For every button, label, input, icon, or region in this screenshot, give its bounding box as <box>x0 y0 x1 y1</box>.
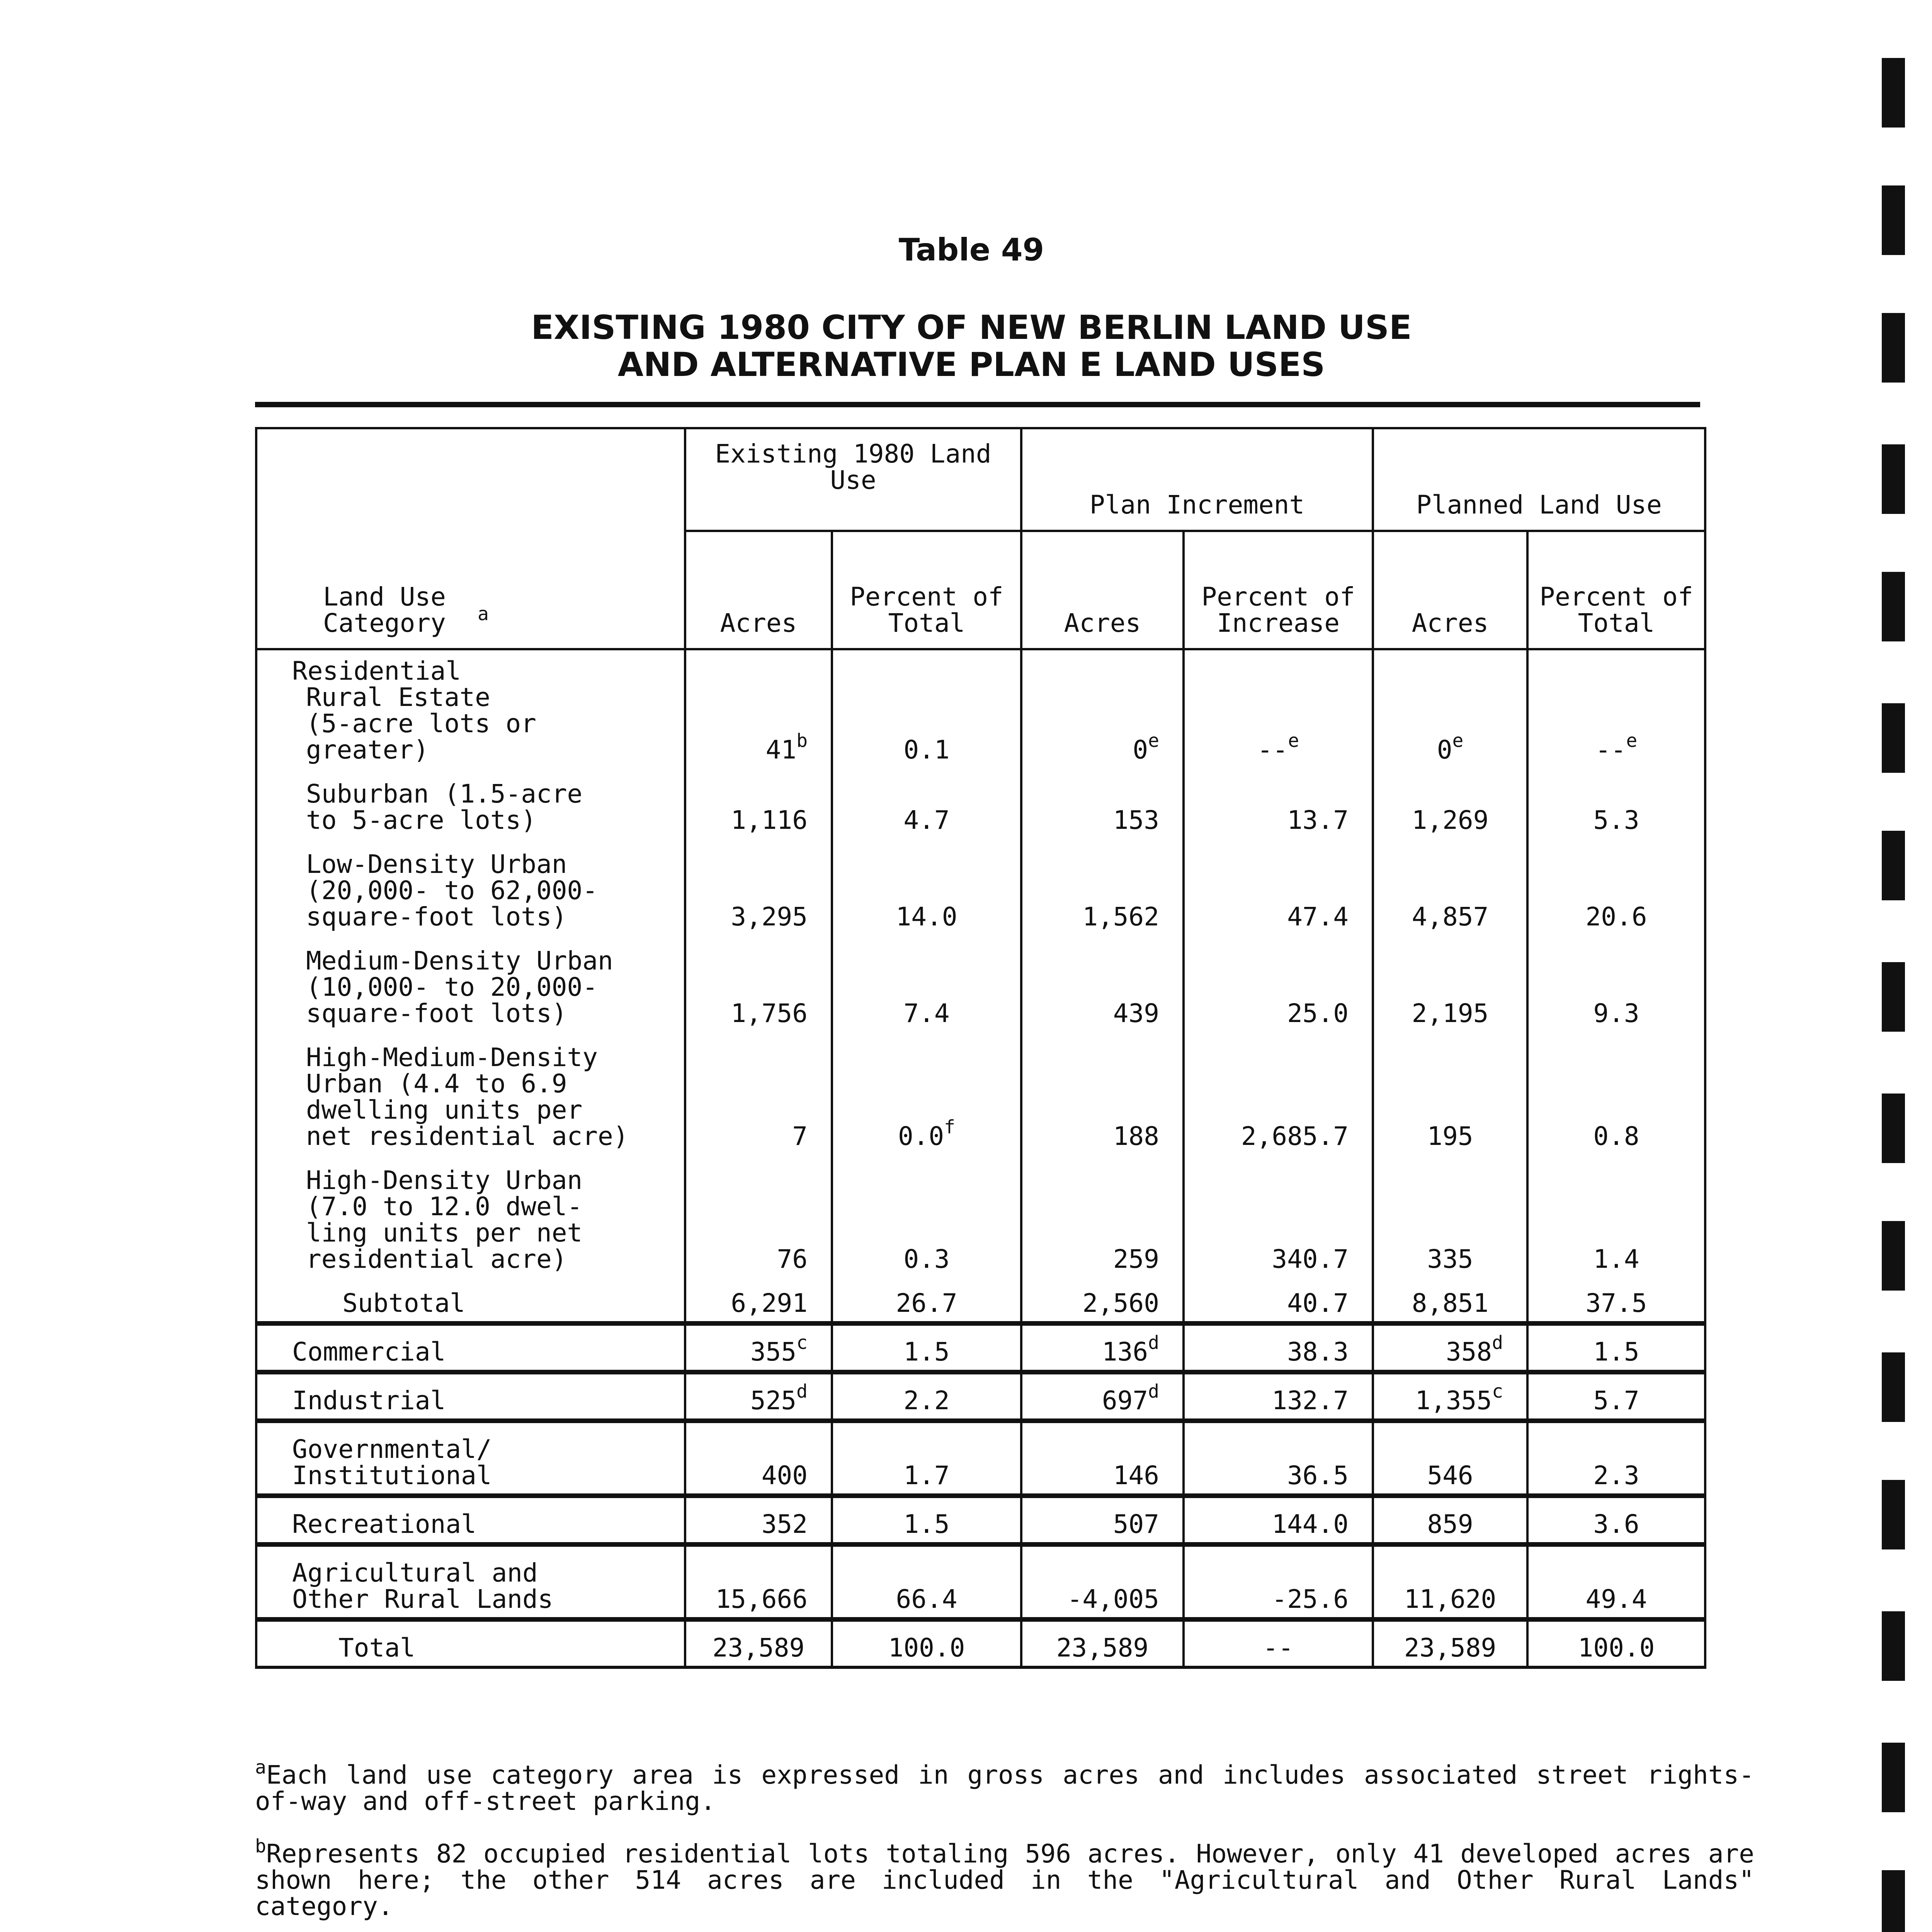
cell-pct-1980: 1.5 <box>832 1496 1021 1544</box>
header-stub-text: Land Use Category <box>323 582 446 638</box>
cell-value: -- <box>1257 735 1288 765</box>
table-row <box>256 838 1705 935</box>
cell-inc-acres: 507 <box>1021 1496 1184 1544</box>
cell-inc-pct: 36.5 <box>1184 1421 1373 1496</box>
binding-mark <box>1882 831 1905 900</box>
footnote-text: Each land use category area is expressed in gross acres and includes associated street rights-of-way and off-street parking. <box>255 1760 1754 1816</box>
title-rule <box>255 402 1700 407</box>
cell-inc-acres <box>1021 649 1184 768</box>
footnote-ref: d <box>1492 1332 1503 1354</box>
cell-inc-pct: 13.7 <box>1184 768 1373 838</box>
cell-pct-1980: 26.7 <box>832 1277 1021 1323</box>
binding-mark <box>1882 703 1905 773</box>
cell-plan-pct <box>1527 649 1705 768</box>
header-existing-1980: Existing 1980 Land Use <box>685 428 1021 531</box>
row-label: Governmental/ Institutional <box>256 1421 685 1496</box>
cell-value: 136 <box>1102 1337 1148 1367</box>
cell-plan-acres: 1,269 <box>1373 768 1527 838</box>
cell-pct-1980: 0.1 <box>832 649 1021 768</box>
row-label: Low-Density Urban (20,000- to 62,000- square-foot lots) <box>256 838 685 935</box>
binding-mark <box>1882 1480 1905 1549</box>
cell-plan-acres: 195 <box>1373 1031 1527 1154</box>
cell-acres-1980: 400 <box>685 1421 832 1496</box>
cell-pct-1980 <box>832 1031 1021 1154</box>
cell-pct-1980: 14.0 <box>832 838 1021 935</box>
footnote-ref: c <box>796 1332 808 1354</box>
cell-plan-pct: 3.6 <box>1527 1496 1705 1544</box>
table-row <box>256 935 1705 1031</box>
footnote-ref: d <box>1148 1332 1159 1354</box>
table-row <box>256 1323 1705 1372</box>
row-label: Subtotal <box>256 1277 685 1323</box>
cell-pct-1980: 1.7 <box>832 1421 1021 1496</box>
cell-plan-acres: 4,857 <box>1373 838 1527 935</box>
footnote-ref: c <box>1492 1381 1503 1402</box>
binding-mark <box>1882 1870 1905 1932</box>
cell-plan-acres: 23,589 <box>1373 1619 1527 1667</box>
cell-inc-acres: 439 <box>1021 935 1184 1031</box>
cell-plan-acres: 2,195 <box>1373 935 1527 1031</box>
cell-pct-1980: 1.5 <box>832 1323 1021 1372</box>
cell-inc-acres: 259 <box>1021 1154 1184 1277</box>
table-row <box>256 649 1705 768</box>
header-plan-increment: Plan Increment <box>1021 428 1373 531</box>
cell-plan-acres: 335 <box>1373 1154 1527 1277</box>
cell-plan-pct: 20.6 <box>1527 838 1705 935</box>
cell-inc-acres: 2,560 <box>1021 1277 1184 1323</box>
cell-plan-pct: 1.5 <box>1527 1323 1705 1372</box>
row-label: Medium-Density Urban (10,000- to 20,000- square-foot lots) <box>256 935 685 1031</box>
cell-inc-acres <box>1021 1323 1184 1372</box>
table-label: Table 49 <box>898 232 1044 268</box>
binding-mark <box>1882 1611 1905 1681</box>
cell-value: -- <box>1595 735 1626 765</box>
footnote-ref: e <box>1288 730 1299 752</box>
cell-pct-1980: 100.0 <box>832 1619 1021 1667</box>
cell-plan-pct: 2.3 <box>1527 1421 1705 1496</box>
table-row <box>256 1154 1705 1277</box>
cell-plan-pct: 0.8 <box>1527 1031 1705 1154</box>
table-title <box>0 309 1932 383</box>
cell-acres-1980: 6,291 <box>685 1277 832 1323</box>
cell-value: 0 <box>1133 735 1148 765</box>
table-row <box>256 1372 1705 1421</box>
cell-value: 697 <box>1102 1386 1148 1415</box>
cell-acres-1980: 76 <box>685 1154 832 1277</box>
cell-inc-pct <box>1184 649 1373 768</box>
footnote-a <box>255 1757 1754 1816</box>
header-acres: Acres <box>685 531 832 649</box>
table-row <box>256 1496 1705 1544</box>
footnotes <box>255 1757 1754 1932</box>
footnote-mark: a <box>255 1757 266 1778</box>
footnote-ref: d <box>796 1381 808 1402</box>
cell-plan-acres <box>1373 1372 1527 1421</box>
cell-inc-pct: 38.3 <box>1184 1323 1373 1372</box>
cell-plan-acres: 546 <box>1373 1421 1527 1496</box>
cell-inc-acres: -4,005 <box>1021 1544 1184 1619</box>
cell-pct-1980: 4.7 <box>832 768 1021 838</box>
row-label: Recreational <box>256 1496 685 1544</box>
footnote-ref: e <box>1626 730 1638 752</box>
table-row <box>256 768 1705 838</box>
footnote-ref: e <box>1452 730 1464 752</box>
cell-acres-1980: 15,666 <box>685 1544 832 1619</box>
table-row <box>256 1421 1705 1496</box>
cell-value: 41 <box>765 735 797 765</box>
cell-inc-acres: 153 <box>1021 768 1184 838</box>
land-use-table <box>255 427 1706 1669</box>
cell-inc-pct: 340.7 <box>1184 1154 1373 1277</box>
cell-acres-1980 <box>685 1372 832 1421</box>
table-row-total <box>256 1619 1705 1667</box>
table-row-subtotal <box>256 1277 1705 1323</box>
binding-mark <box>1882 1743 1905 1812</box>
row-label: High-Density Urban (7.0 to 12.0 dwel- ling units per net residential acre) <box>256 1154 685 1277</box>
footnote-ref: d <box>1148 1381 1159 1402</box>
cell-plan-pct: 100.0 <box>1527 1619 1705 1667</box>
cell-inc-acres: 23,589 <box>1021 1619 1184 1667</box>
cell-plan-acres <box>1373 1323 1527 1372</box>
cell-pct-1980: 2.2 <box>832 1372 1021 1421</box>
binding-mark <box>1882 1221 1905 1291</box>
cell-inc-acres: 1,562 <box>1021 838 1184 935</box>
row-label-text: Rural Estate (5-acre lots or greater) <box>306 682 537 765</box>
header-acres: Acres <box>1021 531 1184 649</box>
cell-plan-acres <box>1373 649 1527 768</box>
cell-value: 1,355 <box>1415 1386 1492 1415</box>
cell-plan-acres: 11,620 <box>1373 1544 1527 1619</box>
cell-pct-1980: 66.4 <box>832 1544 1021 1619</box>
footnote-b <box>255 1835 1754 1921</box>
footnote-ref: f <box>944 1116 956 1138</box>
cell-acres-1980: 7 <box>685 1031 832 1154</box>
cell-value: 525 <box>750 1386 797 1415</box>
cell-value: 0 <box>1437 735 1452 765</box>
row-label: Industrial <box>256 1372 685 1421</box>
cell-plan-acres: 8,851 <box>1373 1277 1527 1323</box>
row-label: Agricultural and Other Rural Lands <box>256 1544 685 1619</box>
binding-mark <box>1882 572 1905 641</box>
header-land-use-category <box>256 428 685 649</box>
cell-acres-1980: 352 <box>685 1496 832 1544</box>
cell-acres-1980: 3,295 <box>685 838 832 935</box>
cell-acres-1980 <box>685 649 832 768</box>
cell-acres-1980: 23,589 <box>685 1619 832 1667</box>
residential-heading: Residential <box>292 656 461 686</box>
cell-inc-pct: 47.4 <box>1184 838 1373 935</box>
cell-inc-pct: 144.0 <box>1184 1496 1373 1544</box>
table-row <box>256 1544 1705 1619</box>
cell-inc-pct: 25.0 <box>1184 935 1373 1031</box>
title-line-1: EXISTING 1980 CITY OF NEW BERLIN LAND USE <box>531 308 1412 347</box>
cell-pct-1980: 0.3 <box>832 1154 1021 1277</box>
row-label: High-Medium-Density Urban (4.4 to 6.9 dwelling units per net residential acre) <box>256 1031 685 1154</box>
cell-plan-pct: 49.4 <box>1527 1544 1705 1619</box>
cell-inc-acres: 146 <box>1021 1421 1184 1496</box>
cell-value: 0.0 <box>898 1121 944 1151</box>
cell-plan-pct: 1.4 <box>1527 1154 1705 1277</box>
cell-plan-pct: 9.3 <box>1527 935 1705 1031</box>
binding-mark <box>1882 1094 1905 1163</box>
footnote-ref: b <box>796 730 808 752</box>
footnote-ref: a <box>478 603 489 625</box>
cell-acres-1980 <box>685 1323 832 1372</box>
footnote-ref: e <box>1148 730 1159 752</box>
cell-plan-acres: 859 <box>1373 1496 1527 1544</box>
cell-inc-pct: 132.7 <box>1184 1372 1373 1421</box>
row-label: Commercial <box>256 1323 685 1372</box>
binding-mark <box>1882 58 1905 128</box>
header-planned: Planned Land Use <box>1373 428 1705 531</box>
cell-value: 358 <box>1446 1337 1492 1367</box>
cell-inc-pct: -25.6 <box>1184 1544 1373 1619</box>
header-acres: Acres <box>1373 531 1527 649</box>
cell-plan-pct: 5.3 <box>1527 768 1705 838</box>
row-label <box>256 649 685 768</box>
cell-pct-1980: 7.4 <box>832 935 1021 1031</box>
cell-inc-pct: -- <box>1184 1619 1373 1667</box>
cell-inc-pct: 2,685.7 <box>1184 1031 1373 1154</box>
cell-inc-pct: 40.7 <box>1184 1277 1373 1323</box>
title-line-2: AND ALTERNATIVE PLAN E LAND USES <box>617 345 1325 384</box>
cell-plan-pct: 37.5 <box>1527 1277 1705 1323</box>
header-percent-total: Percent of Total <box>1527 531 1705 649</box>
header-percent-total: Percent of Total <box>832 531 1021 649</box>
cell-inc-acres <box>1021 1372 1184 1421</box>
cell-acres-1980: 1,756 <box>685 935 832 1031</box>
footnote-mark: b <box>255 1835 266 1857</box>
cell-value: 355 <box>750 1337 797 1367</box>
binding-mark <box>1882 962 1905 1032</box>
cell-acres-1980: 1,116 <box>685 768 832 838</box>
cell-plan-pct: 5.7 <box>1527 1372 1705 1421</box>
binding-mark <box>1882 444 1905 514</box>
cell-inc-acres: 188 <box>1021 1031 1184 1154</box>
row-label: Suburban (1.5-acre to 5-acre lots) <box>256 768 685 838</box>
footnote-text: Represents 82 occupied residential lots totaling 596 acres. However, only 41 developed acres are shown here; the other 514 acres are included in the "Agricultural and Other Rural Lands" category. <box>255 1839 1754 1921</box>
row-label: Total <box>256 1619 685 1667</box>
header-percent-increase: Percent of Increase <box>1184 531 1373 649</box>
table-row <box>256 1031 1705 1154</box>
binding-mark <box>1882 1352 1905 1422</box>
